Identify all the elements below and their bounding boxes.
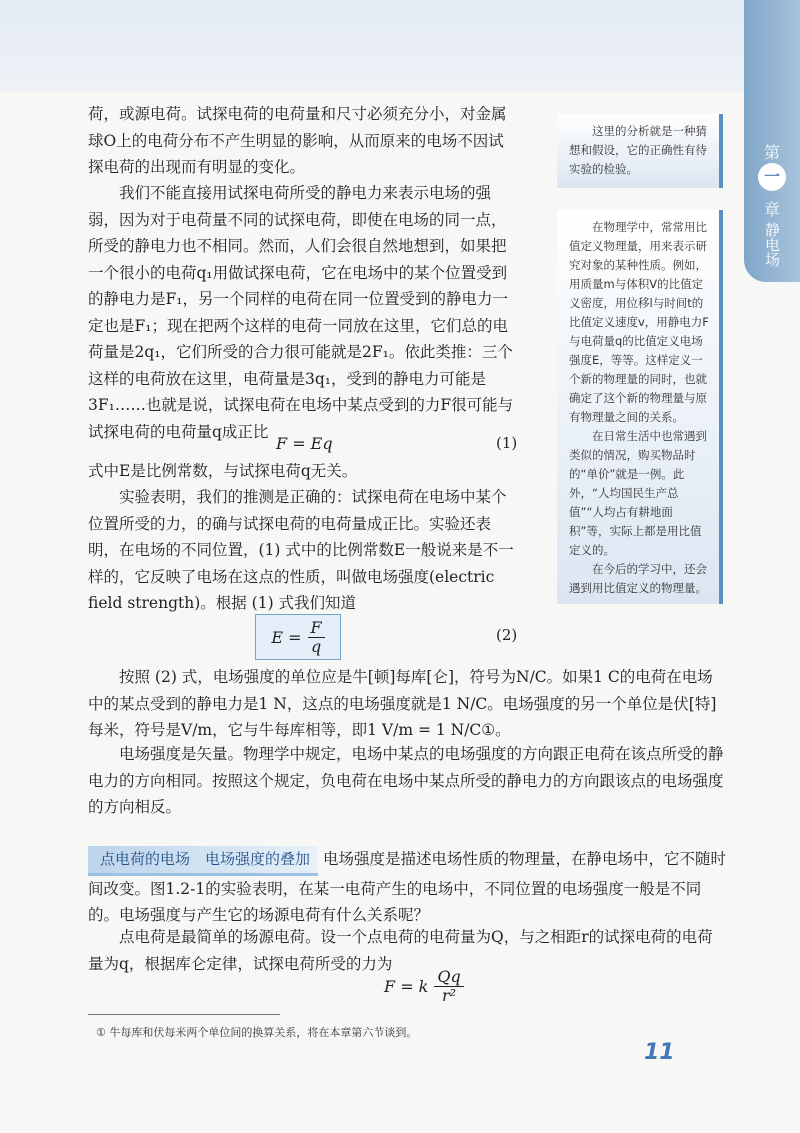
formula-3-denominator: r² — [442, 986, 457, 1005]
chapter-label-zhang: 章 — [763, 200, 780, 219]
formula-1-number: (1) — [496, 434, 518, 452]
side-note-2-para-2: 在日常生活中也常遇到类似的情况，购买物品时的“单价”就是一例。此外，“人均国民生产总值”“人均占有耕地面积”等，实际上都是用比值定义的。 — [569, 429, 707, 557]
footnote-divider — [88, 1014, 280, 1015]
para-3-text: 式中E是比例常数，与试探电荷q无关。 — [88, 462, 358, 480]
formula-2-number: (2) — [496, 626, 518, 644]
paragraph-5 — [88, 664, 728, 744]
chapter-title-text: 静电场 — [763, 222, 781, 267]
formula-1: F = Eq — [276, 434, 333, 453]
side-note-hypothesis — [557, 114, 723, 188]
paragraph-6 — [88, 741, 728, 821]
side-note-2-para-1: 在物理学中，常常用比值定义物理量，用来表示研究对象的某种性质。例如，用质量m与体积V的比值定义密度，用位移l与时间t的比值定义速度v，用静电力F与电荷量q的比值定义电场强度E，等等。这样定义一个新的物理量的同时，也就确定了这个新的物理量与原有物理量之间的关系。 — [569, 220, 709, 424]
para-2-text: 我们不能直接用试探电荷所受的静电力来表示电场的强弱，因为对于电荷量不同的试探电荷，即使在电场的同一点，所受的静电力也不相同。然而，人们会很自然地想到，如果把一个很小的电荷q₁用做试探电荷，它在电场中的某个位置受到的静电力是F₁，另一个同样的电荷在同一位置受到的静电力一定也是F₁；现在把两个这样的电荷一同放在这里，它们总的电荷量是2q₁，它们所受的合力很可能就是2F₁。依此类推：三个这样的电荷放在这里，电荷量是3q₁，受到的静电力可能是3F₁……也就是说，试探电荷在电场中某点受到的力F很可能与试探电荷的电荷量q成正比 — [88, 184, 514, 441]
para-5-text: 按照 (2) 式，电场强度的单位应是牛[顿]每库[仑]，符号为N/C。如果1 C的电荷在电场中的某点受到的静电力是1 N，这点的电场强度就是1 N/C。电场强度的另一个单位是伏[特]每米，符号是V/m，它与牛每库相等，即1 V/m = 1 N/C①。 — [88, 668, 717, 739]
chapter-title — [744, 222, 800, 267]
side-note-ratio-definition — [557, 210, 723, 604]
formula-2-lhs: E = — [271, 627, 302, 647]
paragraph-1 — [88, 101, 516, 181]
chapter-tab[interactable] — [744, 0, 800, 282]
side-note-1-text: 这里的分析就是一种猜想和假设，它的正确性有待实验的检验。 — [569, 124, 707, 176]
para-7-text: 电场强度是描述电场性质的物理量，在静电场中，它不随时间改变。图1.2-1的实验表明，在某一电荷产生的电场中，不同位置的电场强度一般是不同的。电场强度与产生它的场源电荷有什么关系呢？ — [88, 850, 726, 924]
section-point-charge — [88, 846, 728, 929]
paragraph-3 — [88, 458, 516, 485]
chapter-number-badge: 一 — [758, 163, 786, 191]
formula-2-denominator: q — [310, 636, 322, 656]
para-1-text: 荷，或源电荷。试探电荷的电荷量和尺寸必须充分小，对金属球O上的电荷分布不产生明显的影响，从而原来的电场不因试探电荷的出现而有明显的变化。 — [88, 105, 507, 176]
chapter-label-di: 第 — [763, 143, 780, 162]
formula-3-numerator: Qq — [434, 968, 463, 987]
formula-3-lhs: F = k — [384, 977, 429, 996]
para-6-text: 电场强度是矢量。物理学中规定，电场中某点的电场强度的方向跟正电荷在该点所受的静电力的方向相同。按照这个规定，负电荷在电场中某点所受的静电力的方向跟该点的电场强度的方向相反。 — [88, 745, 724, 816]
para-8-text: 点电荷是最简单的场源电荷。设一个点电荷的电荷量为Q，与之相距r的试探电荷的电荷量为q，根据库仑定律，试探电荷所受的力为 — [88, 928, 713, 973]
header-band — [0, 0, 800, 92]
formula-2-numerator: F — [308, 619, 325, 638]
formula-2-fraction — [308, 619, 325, 656]
paragraph-4 — [88, 484, 516, 617]
page-number: 11 — [644, 1040, 675, 1065]
section-heading: 点电荷的电场 电场强度的叠加 — [88, 846, 318, 876]
footnote: ① 牛每库和伏每米两个单位间的换算关系，将在本章第六节谈到。 — [96, 1026, 418, 1039]
side-note-2-para-3: 在今后的学习中，还会遇到用比值定义的物理量。 — [569, 562, 707, 595]
para-4-text: 实验表明，我们的推测是正确的：试探电荷在电场中某个位置所受的力，的确与试探电荷的电荷量成正比。实验还表明，在电场的不同位置，(1) 式中的比例常数E一般说来是不一样的，它反映了电场在这点的性质，叫做电场强度(electric field strength)。根据 (1) 式我们知道 — [88, 488, 514, 612]
formula-2-box — [255, 614, 341, 660]
formula-3-fraction — [434, 968, 463, 1005]
paragraph-2 — [88, 180, 516, 445]
formula-3 — [384, 968, 464, 1005]
